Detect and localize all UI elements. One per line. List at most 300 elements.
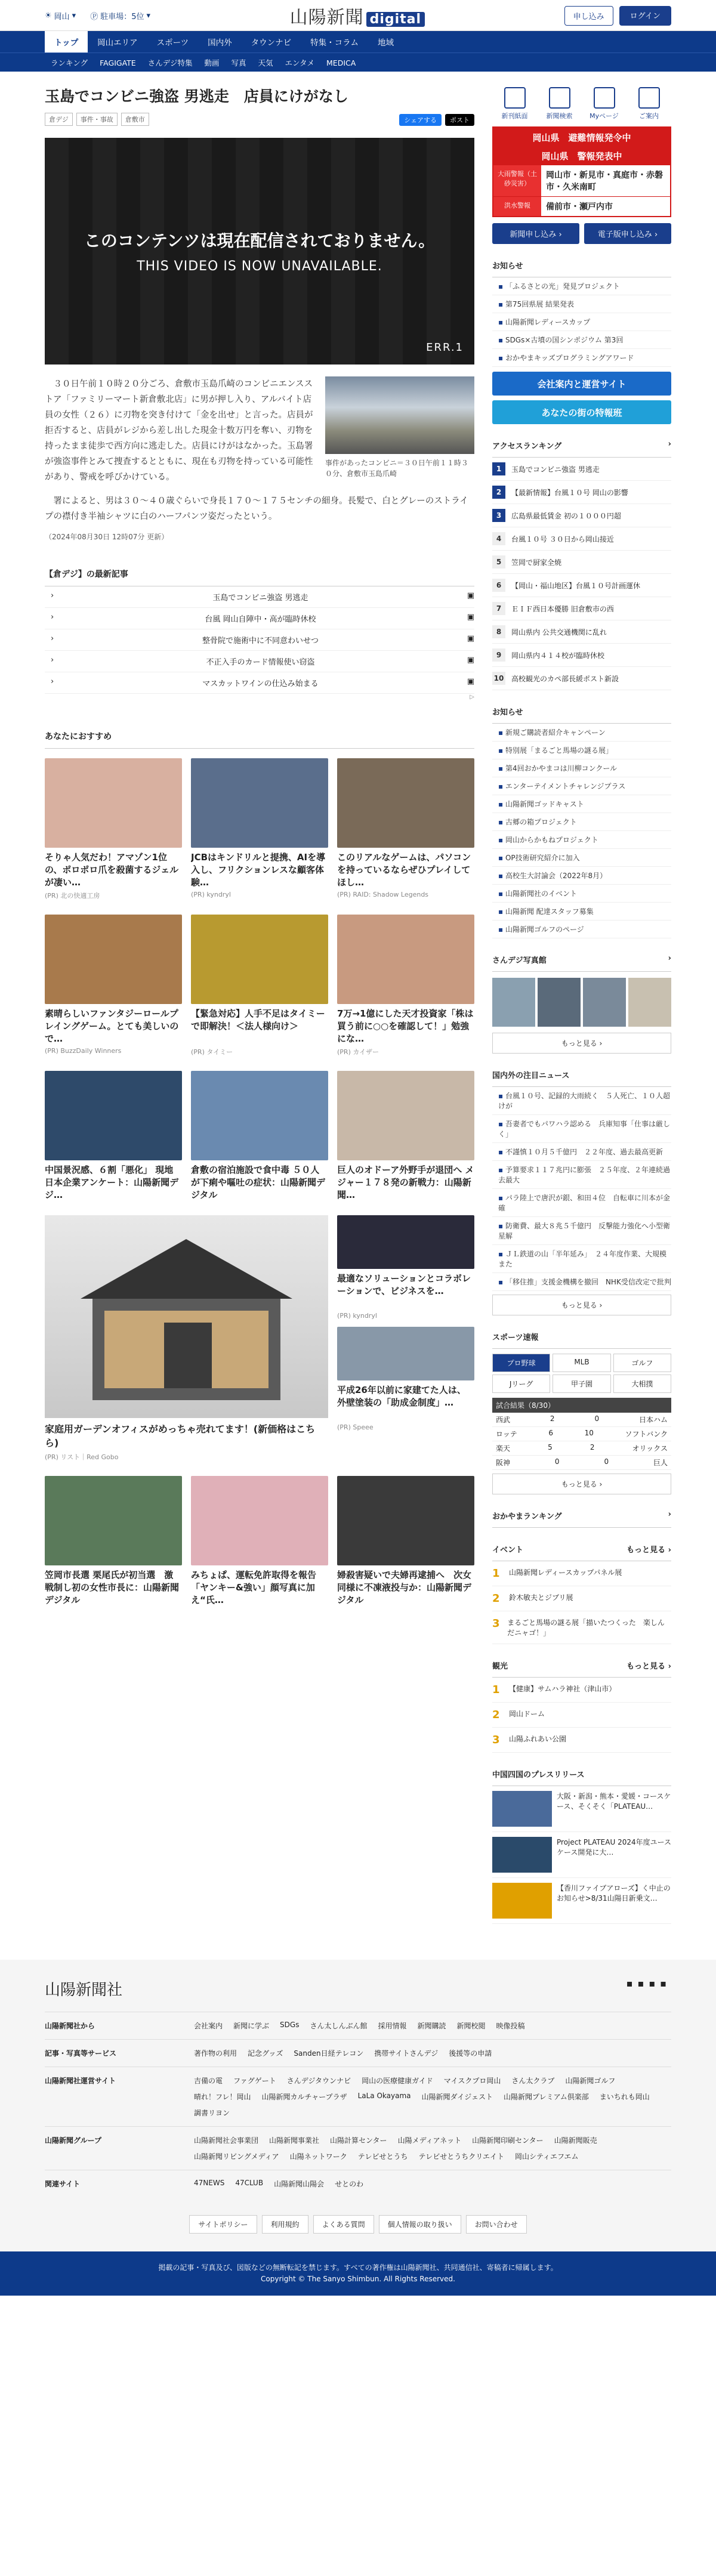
footer-link[interactable]: 山陽新聞事業社 bbox=[269, 2136, 320, 2145]
footer-link[interactable]: 山陽新聞リビングメディア bbox=[194, 2152, 279, 2161]
footer-link[interactable]: 山陽新聞ダイジェスト bbox=[421, 2093, 493, 2101]
rank-number: 5 bbox=[492, 555, 505, 569]
photo-thumb[interactable] bbox=[538, 978, 581, 1027]
ranking-item[interactable] bbox=[492, 620, 671, 644]
card-image bbox=[191, 758, 328, 848]
subnav-item-7[interactable]: MEDICA bbox=[326, 58, 356, 67]
recommend-card[interactable] bbox=[337, 758, 474, 900]
sidebar-shortcut[interactable] bbox=[582, 87, 626, 121]
footer-row-label: 山陽新聞社運営サイト bbox=[45, 2077, 116, 2085]
world-news-item[interactable]: ▪ 予算要求１１７兆円に膨張 ２５年度、２年連続過去最大 bbox=[492, 1161, 671, 1189]
alert-box[interactable] bbox=[492, 126, 671, 217]
footer-button[interactable]: サイトポリシー bbox=[189, 2215, 257, 2234]
footer-link[interactable]: 山陽メディアネット bbox=[397, 2136, 462, 2145]
rank-title: 鈴木敏夫とジブリ展 bbox=[509, 1593, 573, 1602]
footer-link[interactable]: 山陽新聞印刷センター bbox=[472, 2136, 544, 2145]
card-source: (PR) Speee bbox=[337, 1423, 374, 1432]
info-item[interactable]: ▪ 山陽新聞ゴッドキャスト bbox=[492, 795, 671, 813]
score-row[interactable] bbox=[492, 1427, 671, 1441]
recommend-card[interactable] bbox=[191, 1476, 328, 1606]
info-item[interactable]: ▪ 山陽新聞ゴルフのページ bbox=[492, 921, 671, 938]
camera-icon: ▣ bbox=[467, 634, 474, 644]
logo-sub: digital bbox=[366, 12, 425, 27]
recommend-card[interactable] bbox=[45, 758, 182, 900]
footer-row bbox=[45, 2012, 671, 2039]
card-title: 婦殺害疑いで夫婦再逮捕へ 次女同様に不凍液投与か：山陽新聞デジタル bbox=[337, 1570, 472, 1606]
recommend-card[interactable] bbox=[337, 1071, 474, 1201]
world-news-item[interactable]: ▪ 防衛費、最大８兆５千億円 反撃能力強化へ小型衛星解 bbox=[492, 1217, 671, 1245]
copyright-notice: 掲載の記事・写真及び、図版などの無断転記を禁じます。すべての著作権は山陽新聞社、共同通信社、寄稿者に帰属します。 bbox=[158, 2263, 558, 2272]
footer-links bbox=[194, 2048, 671, 2058]
nav-item-2[interactable]: スポーツ bbox=[156, 38, 189, 48]
recommend-card[interactable] bbox=[45, 1071, 182, 1201]
alert-value: 岡山市・新見市・真庭市・赤磐市・久米南町 bbox=[546, 171, 663, 192]
footer-links bbox=[194, 2021, 671, 2031]
ranking-item[interactable] bbox=[492, 644, 671, 667]
related-item[interactable] bbox=[45, 651, 474, 672]
parking-info[interactable]: Ⓟ 駐車場：5位 ▾ bbox=[90, 11, 151, 21]
footer-link[interactable]: 会社案内 bbox=[194, 2022, 223, 2030]
ranking-item[interactable] bbox=[492, 504, 671, 527]
ad-marker[interactable]: ▷ bbox=[470, 694, 474, 701]
related-item[interactable] bbox=[45, 586, 474, 608]
ranking-item[interactable] bbox=[492, 1728, 671, 1753]
card-source: (PR) kyndryl bbox=[191, 891, 231, 899]
footer-link[interactable]: SDGs bbox=[280, 2021, 300, 2029]
newspaper-subscribe-button[interactable]: 新聞申し込み › bbox=[492, 223, 579, 244]
photo-heading bbox=[492, 948, 671, 972]
related-item-label: › 玉島でコンビニ強盗 男逃走 bbox=[212, 594, 308, 603]
rank-title: 台風１０号 ３０日から岡山接近 bbox=[511, 535, 614, 543]
shortcut-label: 新刊紙面 bbox=[501, 112, 528, 120]
subnav-item-3[interactable]: 動画 bbox=[204, 58, 220, 67]
footer-link[interactable]: せとのわ bbox=[335, 2180, 364, 2188]
sport-tab[interactable]: プロ野球 bbox=[492, 1354, 550, 1372]
sidebar bbox=[492, 87, 671, 1924]
world-news-item[interactable]: ▪ 台風１０号、記録的大雨続く ５人死亡、１０人超けが bbox=[492, 1087, 671, 1115]
footer-link[interactable]: 晴れ！フレ！岡山 bbox=[194, 2093, 251, 2101]
article-date: （2024年08月30日 12時07分 更新） bbox=[45, 533, 169, 542]
footer-link[interactable]: 山陽計算センター bbox=[330, 2136, 387, 2145]
rank-number: 10 bbox=[492, 672, 505, 685]
footer-links bbox=[194, 2075, 671, 2118]
card-title: 巨人のオドーア外野手が退団へ メジャー１７８発の新戦力：山陽新聞… bbox=[337, 1165, 474, 1201]
camera-icon: ▣ bbox=[467, 677, 474, 687]
notice-item[interactable]: ▪ 第75回県展 結果発表 bbox=[492, 295, 671, 313]
rank-title: 玉島でコンビニ強盗 男逃走 bbox=[511, 465, 600, 474]
article-paragraph-2: 署によると、男は３０～４０歳ぐらいで身長１７０～１７５センチの細身。長髪で、白とグレーのストライプの襟付き半袖シャツに白のハーフパンツ姿だったという。 bbox=[45, 496, 468, 522]
rank-title: 山陽ふれあい公園 bbox=[509, 1735, 567, 1743]
footer-link[interactable]: 記念グッズ bbox=[248, 2049, 283, 2058]
footer-link[interactable]: 山陽新聞カルチャープラザ bbox=[261, 2093, 347, 2101]
related-list bbox=[45, 586, 474, 694]
card-title: このリアルなゲームは、パソコンを持っているならぜひプレイしてほし… bbox=[337, 852, 471, 888]
shortcut-icon bbox=[638, 87, 660, 109]
event-heading-label: イベント bbox=[492, 1546, 524, 1555]
photo-more-button[interactable]: もっと見る › bbox=[492, 1033, 671, 1054]
recommend-card[interactable] bbox=[45, 1476, 182, 1606]
world-news-item[interactable]: ▪ 吾妻者でもパワハラ認める 兵庫知事「仕事は厳しく」 bbox=[492, 1115, 671, 1143]
world-news-item[interactable]: ▪ パラ陸上で唐沢が銀、和田４位 自転車に川本が金確 bbox=[492, 1189, 671, 1217]
card-title: 笠岡市長選 栗尾氏が初当選 激戦制し初の女性市長に：山陽新聞デジタル bbox=[45, 1570, 180, 1606]
nav-item-4[interactable]: タウンナビ bbox=[251, 38, 292, 48]
footer-button[interactable]: よくある質問 bbox=[313, 2215, 374, 2234]
chevron-right-icon[interactable]: › bbox=[668, 440, 671, 449]
video-player[interactable] bbox=[45, 138, 474, 365]
sidebar-shortcut[interactable] bbox=[626, 87, 671, 121]
press-title: 【香川ファイブアローズ】く中止のお知らせ>8/31山陽日新乗文… bbox=[557, 1884, 671, 1902]
alert-title: 岡山県 避難情報発令中 bbox=[493, 128, 670, 147]
world-news-item[interactable]: ▪ 不謹慎１０月５千億円 ２２年度、過去最高更新 bbox=[492, 1143, 671, 1161]
photo-grid bbox=[492, 978, 671, 1027]
alert-subtitle: 岡山県 警報発表中 bbox=[493, 147, 670, 165]
footer-button[interactable]: 利用規約 bbox=[262, 2215, 308, 2234]
footer-link[interactable]: さんデジタウンナビ bbox=[286, 2077, 351, 2085]
score-cell: 10 bbox=[584, 1429, 594, 1437]
photo-thumb[interactable] bbox=[583, 978, 626, 1027]
world-more-button[interactable]: もっと見る › bbox=[492, 1295, 671, 1315]
info-item[interactable]: ▪ 特別展「まるごと馬場の謎る展」 bbox=[492, 742, 671, 759]
footer-row-label: 関連サイト bbox=[45, 2180, 81, 2188]
card-image bbox=[45, 915, 182, 1004]
ranking-item[interactable] bbox=[492, 667, 671, 690]
card-source: (PR) BuzzDaily Winners bbox=[45, 1047, 122, 1055]
info-item[interactable]: ▪ 山陽新聞 配達スタッフ募集 bbox=[492, 903, 671, 921]
rank-number: 9 bbox=[492, 648, 505, 662]
footer-button[interactable]: お問い合わせ bbox=[466, 2215, 527, 2234]
recommend-card[interactable] bbox=[191, 758, 328, 900]
card-image bbox=[45, 758, 182, 848]
related-heading: 【倉デジ】の最新記事 bbox=[45, 562, 474, 586]
press-item[interactable] bbox=[492, 1786, 671, 1832]
event-more-link[interactable]: もっと見る › bbox=[626, 1546, 671, 1555]
subnav-item-5[interactable]: 天気 bbox=[258, 58, 273, 67]
info-item[interactable]: ▪ 高校生大討論会（2022年8月） bbox=[492, 867, 671, 885]
photo-heading-label: さんデジ写真館 bbox=[492, 956, 547, 965]
score-cell: 0 bbox=[554, 1457, 560, 1466]
footer-link[interactable]: マイスクプロ岡山 bbox=[443, 2077, 501, 2085]
footer-link[interactable]: 47CLUB bbox=[235, 2179, 264, 2187]
footer-link[interactable]: 後援等の申請 bbox=[449, 2049, 492, 2058]
score-cell: 5 bbox=[548, 1443, 553, 1451]
nav-item-6[interactable]: 地域 bbox=[377, 38, 394, 48]
card-image bbox=[337, 1071, 474, 1160]
recommend-card[interactable] bbox=[337, 1215, 474, 1320]
rank-number: 2 bbox=[492, 1592, 500, 1605]
rank-number: 1 bbox=[492, 462, 505, 475]
subnav-item-2[interactable]: さんデジ特集 bbox=[147, 58, 193, 67]
notice-item[interactable]: ▪ 「ふるさとの光」発見プロジェクト bbox=[492, 277, 671, 295]
footer-link[interactable]: 新聞に学ぶ bbox=[233, 2022, 270, 2030]
rank-number: 1 bbox=[492, 1567, 500, 1580]
info-item[interactable]: ▪ エンターテイメントチャレンジプラス bbox=[492, 777, 671, 795]
press-item[interactable] bbox=[492, 1832, 671, 1878]
video-error-code: ERR.1 bbox=[426, 341, 464, 354]
rank-title: ＥＩＦ西日本優勝 旧倉敷市の西 bbox=[511, 604, 614, 613]
kanko-more-link[interactable]: もっと見る › bbox=[626, 1662, 671, 1671]
top-bar bbox=[0, 0, 716, 31]
alert-label: 洪水警報 bbox=[493, 197, 541, 216]
world-news-item[interactable]: ▪ ＪＬ鉄道の山「半年延み」 ２４年度作業、大規模また bbox=[492, 1245, 671, 1273]
subnav-item-6[interactable]: エンタメ bbox=[285, 58, 315, 67]
login-button[interactable]: ログイン bbox=[619, 6, 671, 26]
apply-button[interactable]: 申し込み bbox=[564, 6, 613, 26]
parking-label: 駐車場：5位 bbox=[100, 12, 144, 21]
footer-link[interactable]: 47NEWS bbox=[194, 2179, 225, 2187]
score-row[interactable] bbox=[492, 1456, 671, 1470]
x-post-button[interactable]: ポスト bbox=[445, 114, 474, 126]
footer-row bbox=[45, 2170, 671, 2197]
rank-number: 4 bbox=[492, 532, 505, 545]
score-cell: 巨人 bbox=[653, 1459, 668, 1467]
info-item[interactable]: ▪ 山陽新聞社のイベント bbox=[492, 885, 671, 903]
rank-number: 2 bbox=[492, 1709, 500, 1721]
footer-link[interactable]: 吉備の電 bbox=[194, 2077, 223, 2085]
ranking-item[interactable] bbox=[492, 481, 671, 504]
score-cell: 楽天 bbox=[496, 1444, 511, 1453]
footer-link[interactable]: さん太しんぶん館 bbox=[310, 2022, 368, 2030]
footer-links bbox=[194, 2135, 671, 2161]
info-item[interactable]: ▪ 第4回おかやまコは川柳コンクール bbox=[492, 759, 671, 777]
score-cell: 阪神 bbox=[496, 1459, 511, 1467]
card-image bbox=[337, 1327, 474, 1380]
press-item[interactable] bbox=[492, 1878, 671, 1924]
chevron-right-icon[interactable]: › bbox=[668, 954, 671, 963]
big-ad-source: (PR) リスト｜Red Gobo bbox=[45, 1453, 119, 1462]
related-item[interactable] bbox=[45, 629, 474, 651]
press-title: Project PLATEAU 2024年度ユースケース開発に大… bbox=[557, 1838, 672, 1857]
article-tag[interactable]: 倉デジ bbox=[45, 113, 73, 126]
digital-subscribe-button[interactable]: 電子版申し込み › bbox=[584, 223, 671, 244]
facebook-share-button[interactable]: シェアする bbox=[399, 114, 442, 126]
sport-tab[interactable]: 甲子園 bbox=[553, 1375, 610, 1393]
notice-heading bbox=[492, 254, 671, 277]
footer-link[interactable]: 新聞校閲 bbox=[456, 2022, 486, 2030]
card-title: そりゃ人気だわ！アマゾン1位の、ポロポロ爪を殺菌するジェルが凄い… bbox=[45, 852, 179, 888]
subnav-item-4[interactable]: 写真 bbox=[231, 58, 246, 67]
footer-link[interactable]: 山陽新聞ゴルフ bbox=[565, 2077, 616, 2085]
main-content bbox=[45, 87, 474, 1924]
press-image bbox=[492, 1883, 552, 1919]
card-title: 最適なソリューションとコラボレーションで、ビジネスを… bbox=[337, 1273, 471, 1297]
ranking-item[interactable] bbox=[492, 527, 671, 551]
footer-row bbox=[45, 2126, 671, 2170]
sport-tab[interactable]: Jリーグ bbox=[492, 1375, 550, 1393]
related-item-label: › 整骨院で施術中に不同意わいせつ bbox=[202, 637, 319, 646]
footer-link[interactable]: 山陽新聞販売 bbox=[554, 2136, 597, 2145]
info-item[interactable]: ▪ 古郷の箱プロジェクト bbox=[492, 813, 671, 831]
footer-button[interactable]: 個人情報の取り扱い bbox=[379, 2215, 461, 2234]
card-image bbox=[337, 1215, 474, 1269]
garden-office-image bbox=[45, 1215, 328, 1418]
okayama-ranking-heading bbox=[492, 1504, 671, 1528]
ranking-heading-label: アクセスランキング bbox=[492, 442, 562, 451]
footer-link[interactable]: Sanden日経テレコン bbox=[294, 2049, 364, 2058]
related-item[interactable] bbox=[45, 608, 474, 629]
footer-link[interactable]: 携帯サイトさんデジ bbox=[374, 2049, 439, 2058]
ranking-item[interactable] bbox=[492, 1586, 671, 1611]
rank-number: 3 bbox=[492, 509, 505, 522]
card-title: 7万→1億にした天才投資家「株は買う前に○○を確認して！」勉強にな… bbox=[337, 1008, 474, 1045]
footer-link[interactable]: ファグゲート bbox=[233, 2077, 276, 2085]
ranking-heading bbox=[492, 434, 671, 458]
world-news-item[interactable]: ▪ 「移住推」支援金機構を撤回 NHK受信改定で批判 bbox=[492, 1273, 671, 1291]
big-ad-title: 家庭用ガーデンオフィスがめっちゃ売れてます！(新価格はこちら) bbox=[45, 1423, 316, 1448]
related-item[interactable] bbox=[45, 672, 474, 694]
info-heading bbox=[492, 700, 671, 724]
footer-link[interactable]: まいちれも岡山 bbox=[599, 2093, 650, 2101]
ranking-item[interactable] bbox=[492, 597, 671, 620]
card-title: JCBはキンドリルと提携、AIを導入し、フリクションレスな顧客体験… bbox=[191, 852, 326, 888]
chevron-right-icon[interactable]: › bbox=[668, 1510, 671, 1519]
article-tag[interactable]: 倉敷市 bbox=[121, 113, 149, 126]
big-ad-card[interactable] bbox=[45, 1215, 328, 1462]
score-cell: 0 bbox=[604, 1457, 609, 1466]
okayama-ranking-label: おかやまランキング bbox=[492, 1512, 562, 1521]
main-nav bbox=[0, 31, 716, 52]
rank-number: 1 bbox=[492, 1684, 500, 1696]
event-heading bbox=[492, 1537, 671, 1561]
alert-row bbox=[493, 196, 670, 216]
info-item[interactable]: ▪ 岡山からかもねプロジェクト bbox=[492, 831, 671, 849]
footer-link[interactable]: 著作物の利用 bbox=[194, 2049, 237, 2058]
nav-item-0[interactable]: トップ bbox=[45, 31, 88, 52]
recommend-heading: あなたにおすすめ bbox=[45, 724, 474, 749]
sport-tab[interactable]: ゴルフ bbox=[613, 1354, 671, 1372]
notice-item[interactable]: ▪ 山陽新聞レディースカップ bbox=[492, 313, 671, 331]
nav-item-3[interactable]: 国内外 bbox=[208, 38, 232, 48]
article-photo[interactable] bbox=[325, 376, 474, 454]
world-heading bbox=[492, 1063, 671, 1087]
info-item[interactable]: ▪ 新規ご購読者紹介キャンペーン bbox=[492, 724, 671, 742]
sidebar-shortcut[interactable] bbox=[537, 87, 582, 121]
score-cell: ロッテ bbox=[496, 1430, 517, 1438]
recommend-card[interactable] bbox=[191, 915, 328, 1057]
ranking-item[interactable] bbox=[492, 1561, 671, 1586]
press-heading-label: 中国四国のプレスリリース bbox=[492, 1771, 585, 1780]
article-paragraph-1: ３０日午前１０時２０分ごろ、倉敷市玉島爪崎のコンビニエンスストア「ファミリーマート新倉敷北店」に男が押し入り、アルバイト店員の女性（２６）に刃物を突き付けて「金を出せ」と言った。店員が拒否すると、店員がレジから差し出した現金十数万円を奪い、刃物を持ったまま徒歩で西方向に逃走した。店員にけがはなかった。玉島署が強盗事件とみて捜査するとともに、現在も刃物を持っている可能性があり、警戒を呼びかけている。 bbox=[45, 379, 313, 483]
rank-title: 岡山県内４１４校が臨時休校 bbox=[511, 651, 605, 660]
recommend-card[interactable] bbox=[191, 1071, 328, 1201]
shortcut-icon bbox=[549, 87, 570, 109]
sport-heading-label: スポーツ速報 bbox=[492, 1333, 539, 1342]
related-item-label: › 不正入手のカード情報使い窃盗 bbox=[206, 658, 315, 668]
press-heading bbox=[492, 1762, 671, 1786]
footer-link[interactable]: 映像投稿 bbox=[496, 2022, 525, 2030]
rank-title: 笠岡で厨家全焼 bbox=[511, 558, 562, 567]
score-row[interactable] bbox=[492, 1413, 671, 1427]
rank-title: 岡山県内 公共交通機関に乱れ bbox=[511, 628, 607, 637]
card-image bbox=[191, 1071, 328, 1160]
notice-heading-label: お知らせ bbox=[492, 262, 523, 271]
related-item-label: › 台風 岡山自陣中・高が臨時休校 bbox=[205, 615, 316, 625]
card-source: (PR) タイミー bbox=[191, 1048, 233, 1057]
photo-thumb[interactable] bbox=[628, 978, 671, 1027]
ranking-item[interactable] bbox=[492, 1611, 671, 1644]
info-item[interactable]: ▪ OP技術研究紹介に加入 bbox=[492, 849, 671, 867]
ranking-item[interactable] bbox=[492, 1678, 671, 1703]
footer-logo[interactable]: 山陽新聞社 bbox=[45, 1981, 123, 1999]
footer-row-label: 山陽新聞グループ bbox=[45, 2136, 102, 2145]
notice-item[interactable]: ▪ SDGs×古墳の国シンポジウム 第3回 bbox=[492, 331, 671, 349]
shortcut-label: 新聞検索 bbox=[546, 112, 573, 120]
company-banner[interactable]: 会社案内と運営サイト bbox=[492, 372, 671, 396]
footer-row bbox=[45, 2039, 671, 2067]
notice-item[interactable]: ▪ おかやまキッズプログラミングアワード bbox=[492, 349, 671, 367]
footer-link[interactable]: 山陽新聞山陽会 bbox=[274, 2180, 325, 2188]
footer-link[interactable]: 岡山の医療健康ガイド bbox=[362, 2077, 433, 2085]
rank-number: 7 bbox=[492, 602, 505, 615]
footer-link[interactable]: 新聞購読 bbox=[417, 2022, 446, 2030]
social-icons[interactable]: ▪▪▪▪ bbox=[626, 1978, 671, 1989]
recommend-card[interactable] bbox=[337, 1327, 474, 1431]
card-image bbox=[337, 758, 474, 848]
ranking-item[interactable] bbox=[492, 1703, 671, 1728]
footer-link[interactable]: 採用情報 bbox=[378, 2022, 407, 2030]
footer-link[interactable]: 岡山シティエフエム bbox=[515, 2152, 579, 2161]
sub-nav bbox=[0, 52, 716, 72]
footer-link[interactable]: 山陽新聞社会事業団 bbox=[194, 2136, 259, 2145]
footer-link[interactable]: 山陽新聞プレミアム倶楽部 bbox=[504, 2093, 589, 2101]
card-image bbox=[45, 1071, 182, 1160]
ranking-item[interactable] bbox=[492, 574, 671, 597]
subnav-item-0[interactable]: ランキング bbox=[51, 58, 88, 67]
score-cell: ソフトバンク bbox=[625, 1430, 668, 1438]
recommend-card[interactable] bbox=[337, 1476, 474, 1606]
rank-title: まるごと馬場の謎る展「描いたつくった 楽しんだニャゴ！」 bbox=[507, 1619, 665, 1637]
sport-tab[interactable]: 大相撲 bbox=[613, 1375, 671, 1393]
shortcut-label: Myページ bbox=[590, 112, 619, 120]
location-selector[interactable]: ☀ 岡山 ▾ bbox=[45, 11, 76, 21]
sidebar-shortcut[interactable] bbox=[492, 87, 537, 121]
ranking-item[interactable] bbox=[492, 458, 671, 481]
score-cell: 2 bbox=[590, 1443, 595, 1451]
ranking-item[interactable] bbox=[492, 551, 671, 574]
kanko-heading-label: 観光 bbox=[492, 1662, 508, 1671]
shortcut-icon bbox=[594, 87, 615, 109]
footer-link[interactable]: 調書リヨン bbox=[194, 2109, 230, 2117]
score-cell: 日本ハム bbox=[638, 1416, 668, 1424]
subnav-item-1[interactable]: FAGIGATE bbox=[100, 58, 136, 67]
recommend-card[interactable] bbox=[337, 915, 474, 1057]
logo-main: 山陽新聞 bbox=[289, 7, 364, 28]
score-row[interactable] bbox=[492, 1441, 671, 1456]
rank-title: 高校観光のカペ部長緩ポスト新設 bbox=[511, 674, 619, 683]
site-logo[interactable] bbox=[290, 2, 425, 29]
tip-banner[interactable]: あなたの街の特報班 bbox=[492, 400, 671, 424]
article-tag[interactable]: 事件・事故 bbox=[76, 113, 118, 126]
card-image bbox=[191, 1476, 328, 1565]
footer-row bbox=[45, 2067, 671, 2126]
card-image bbox=[337, 915, 474, 1004]
camera-icon: ▣ bbox=[467, 591, 474, 601]
photo-thumb[interactable] bbox=[492, 978, 535, 1027]
card-source: (PR) 北の快適工房 bbox=[45, 892, 100, 900]
footer-link[interactable]: さん太クラブ bbox=[511, 2077, 555, 2085]
sport-more-button[interactable]: もっと見る › bbox=[492, 1474, 671, 1494]
nav-item-5[interactable]: 特集・コラム bbox=[310, 38, 359, 48]
rank-number: 3 bbox=[492, 1734, 500, 1746]
sport-tab[interactable]: MLB bbox=[553, 1354, 610, 1372]
card-source: (PR) カイザー bbox=[337, 1048, 379, 1057]
nav-item-1[interactable]: 岡山エリア bbox=[97, 38, 138, 48]
recommend-card[interactable] bbox=[45, 915, 182, 1057]
card-title: 素晴らしいファンタジーロールプレイングゲーム。とても美しいので… bbox=[45, 1008, 179, 1045]
footer-link[interactable]: 山陽ネットワーク bbox=[289, 2152, 347, 2161]
footer-link[interactable]: テレビせとうちクリエイト bbox=[418, 2152, 504, 2161]
footer-link[interactable]: LaLa Okayama bbox=[357, 2092, 411, 2100]
footer-link[interactable]: テレビせとうち bbox=[357, 2152, 408, 2161]
